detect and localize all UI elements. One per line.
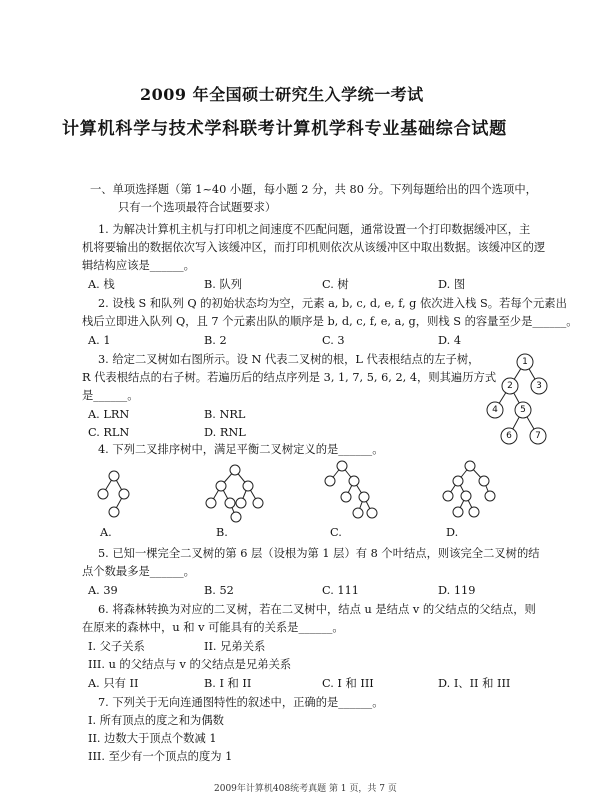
svg-text:4: 4 — [492, 405, 498, 415]
q3-stem-line1: 3. 给定二叉树如右图所示。设 N 代表二叉树的根，L 代表根结点的左子树， — [98, 353, 480, 366]
q2-stem-line1: 2. 设栈 S 和队列 Q 的初始状态均为空，元素 a, b, c, d, e, f, g 依次进入栈 S。若每个元素出 — [98, 297, 567, 310]
q6-statement-ii: II. 兄弟关系 — [204, 640, 266, 653]
q6-statement-iii: III. u 的父结点与 v 的父结点是兄弟关系 — [88, 658, 292, 671]
q4-tree-d — [428, 456, 508, 526]
q3-stem-line3: 是______。 — [82, 389, 139, 402]
tree-node-5 — [515, 402, 531, 418]
q3-option-b: B. NRL — [204, 408, 246, 421]
exam-subtitle: 计算机科学与技术学科联考计算机学科专业基础综合试题 — [62, 119, 507, 139]
q1-stem-line3: 辑结构应该是______。 — [82, 259, 195, 272]
section-heading-line1: 一、单项选择题（第 1~40 小题，每小题 2 分，共 80 分。下列每题给出的四个选项中， — [90, 183, 537, 196]
q6-stem-line1: 6. 将森林转换为对应的二叉树，若在二叉树中，结点 u 是结点 v 的父结点的父结点，则 — [98, 603, 536, 616]
q4-option-a: A. — [100, 526, 112, 539]
q3-option-d: D. RNL — [204, 426, 246, 439]
svg-text:2: 2 — [507, 381, 513, 391]
q4-option-b: B. — [216, 526, 228, 539]
q1-option-d: D. 图 — [438, 278, 466, 291]
q3-stem-line2: R 代表根结点的右子树。若遍历后的结点序列是 3, 1, 7, 5, 6, 2, 4，则其遍历方式 — [82, 371, 497, 384]
q5-option-c: C. 111 — [322, 584, 359, 597]
q6-option-a: A. 只有 II — [88, 677, 139, 690]
q7-stem: 7. 下列关于无向连通图特性的叙述中，正确的是______。 — [98, 696, 384, 709]
q6-option-b: B. I 和 II — [204, 677, 252, 690]
q4-tree-b — [198, 460, 278, 524]
q5-stem-line2: 点个数最多是______。 — [82, 565, 195, 578]
q4-stem: 4. 下列二叉排序树中，满足平衡二叉树定义的是______。 — [98, 443, 384, 456]
q5-option-d: D. 119 — [438, 584, 476, 597]
q4-option-d: D. — [446, 526, 459, 539]
tree-node-3 — [531, 378, 547, 394]
svg-text:6: 6 — [506, 431, 512, 441]
section-heading-line2: 只有一个选项最符合试题要求） — [118, 201, 277, 214]
q3-option-c: C. RLN — [88, 426, 130, 439]
q1-option-c: C. 树 — [322, 278, 349, 291]
q1-option-a: A. 栈 — [88, 278, 115, 291]
q6-stem-line2: 在原来的森林中，u 和 v 可能具有的关系是______。 — [82, 621, 344, 634]
q7-statement-iii: III. 至少有一个顶点的度为 1 — [88, 750, 233, 763]
tree-node-2 — [502, 378, 518, 394]
q5-option-a: A. 39 — [88, 584, 118, 597]
q5-stem-line1: 5. 已知一棵完全二叉树的第 6 层（设根为第 1 层）有 8 个叶结点，则该完全二叉树的结 — [98, 547, 540, 560]
tree-node-1 — [517, 354, 533, 370]
q7-statement-ii: II. 边数大于顶点个数减 1 — [88, 732, 217, 745]
q6-option-d: D. I、II 和 III — [438, 677, 511, 690]
svg-text:5: 5 — [520, 405, 526, 415]
q2-option-d: D. 4 — [438, 334, 462, 347]
q7-statement-i: I. 所有顶点的度之和为偶数 — [88, 714, 224, 727]
svg-text:3: 3 — [536, 381, 542, 391]
exam-title: 2009 年全国硕士研究生入学统一考试 — [140, 85, 424, 104]
svg-text:7: 7 — [535, 431, 541, 441]
tree-node-7 — [530, 428, 546, 444]
q1-option-b: B. 队列 — [204, 278, 243, 291]
q1-stem-line2: 机将要输出的数据依次写入该缓冲区，而打印机则依次从该缓冲区中取出数据。该缓冲区的逻 — [82, 241, 546, 254]
q1-stem-line1: 1. 为解决计算机主机与打印机之间速度不匹配问题，通常设置一个打印数据缓冲区，主 — [98, 223, 531, 236]
q2-option-a: A. 1 — [88, 334, 111, 347]
q5-option-b: B. 52 — [204, 584, 234, 597]
q3-binary-tree-figure — [478, 350, 558, 450]
tree-node-6 — [501, 428, 517, 444]
q6-statement-i: I. 父子关系 — [88, 640, 145, 653]
q4-tree-c — [312, 456, 392, 524]
q2-option-c: C. 3 — [322, 334, 345, 347]
q2-stem-line2: 栈后立即进入队列 Q，且 7 个元素出队的顺序是 b, d, c, f, e, a, g，则栈 S 的容量至少是______。 — [82, 315, 578, 328]
q3-option-a: A. LRN — [88, 408, 130, 421]
q2-option-b: B. 2 — [204, 334, 227, 347]
tree-node-4 — [487, 402, 503, 418]
svg-text:1: 1 — [522, 357, 528, 367]
q4-tree-a — [88, 462, 168, 524]
q4-option-c: C. — [330, 526, 342, 539]
page-footer: 2009年计算机408统考真题 第 1 页，共 7 页 — [214, 784, 397, 794]
q6-option-c: C. I 和 III — [322, 677, 374, 690]
